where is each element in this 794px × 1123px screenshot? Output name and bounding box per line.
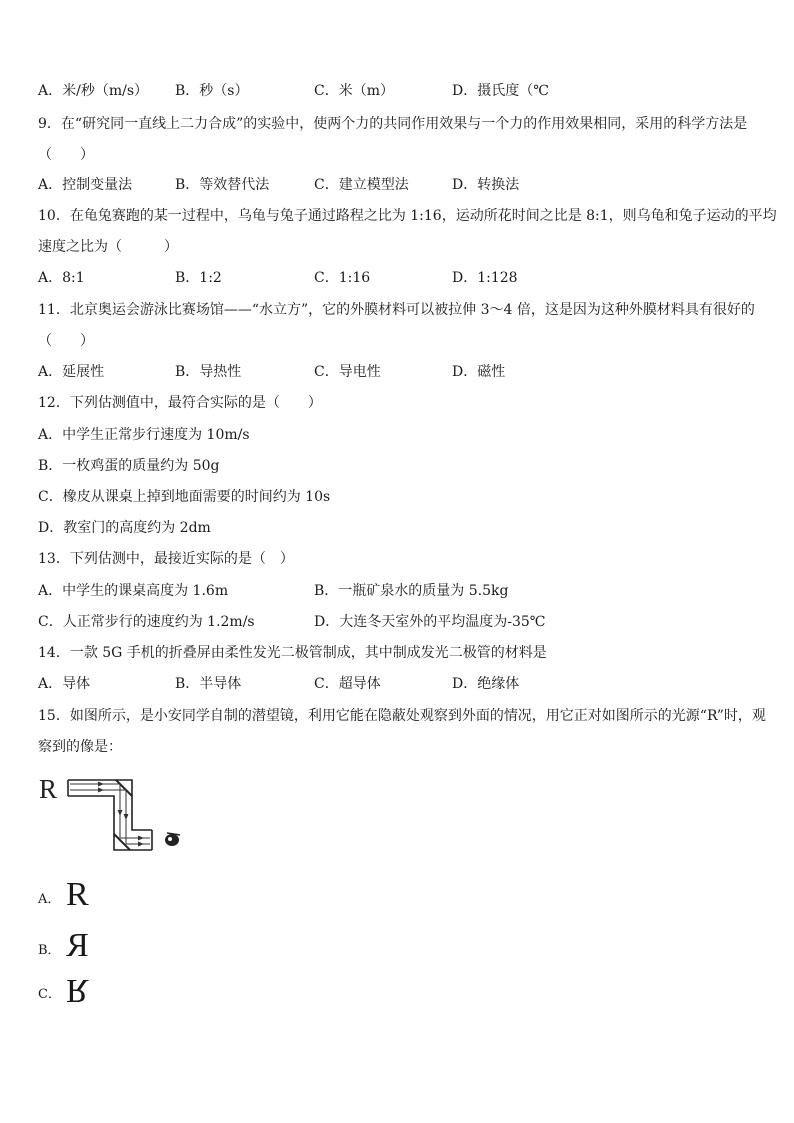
- q11-option-d: D．磁性: [452, 364, 506, 380]
- periscope-diagram: [38, 770, 188, 859]
- q9-option-a: A．控制变量法: [38, 177, 133, 193]
- q14-option-a: A．导体: [38, 676, 91, 692]
- q11-option-b: B．导热性: [175, 364, 242, 380]
- q15-stem: 15．如图所示，是小安同学自制的潜望镜，利用它能在隐蔽处观察到外面的情况，用它正对如图所示的光源“R”时，观: [38, 708, 766, 724]
- q15-answer-c-label: C．: [38, 987, 61, 1002]
- q14-stem: 14．一款 5G 手机的折叠屏由柔性发光二极管制成，其中制成发光二极管的材料是: [38, 645, 547, 661]
- q9-option-b: B．等效替代法: [175, 177, 270, 193]
- q12-option-b: B．一枚鸡蛋的质量约为 50g: [38, 458, 220, 474]
- q9-option-c: C．建立模型法: [314, 177, 409, 193]
- eye-icon: [165, 833, 180, 846]
- q9-stem: 9．在“研究同一直线上二力合成”的实验中，使两个力的共同作用效果与一个力的作用效果相同，采用的科学方法是: [38, 116, 748, 132]
- q12-option-a: A．中学生正常步行速度为 10m/s: [38, 427, 250, 443]
- q8-option-b: B．秒（s）: [175, 83, 249, 99]
- q15-stem-cont: 察到的像是：: [38, 739, 122, 755]
- q13-option-d: D．大连冬天室外的平均温度为-35℃: [314, 614, 546, 630]
- q11-option-a: A．延展性: [38, 364, 105, 380]
- q12-option-c: C．橡皮从课桌上掉到地面需要的时间约为 10s: [38, 489, 331, 505]
- light-rays: [70, 784, 150, 844]
- q9-option-d: D．转换法: [452, 177, 520, 193]
- q10-stem: 10．在龟兔赛跑的某一过程中，乌龟与兔子通过路程之比为 1:16，运动所花时间之比是 8:1，则乌龟和兔子运动的平均: [38, 208, 777, 224]
- ray-arrows: [98, 782, 144, 847]
- q11-option-c: C．导电性: [314, 364, 381, 380]
- periscope-figure: [38, 770, 188, 855]
- glyph-r-inverted: R: [66, 972, 89, 1009]
- q12-stem: 12．下列估测值中，最符合实际的是（ ）: [38, 395, 322, 411]
- q13-option-c: C．人正常步行的速度约为 1.2m/s: [38, 614, 255, 630]
- q8-option-c: C．米（m）: [314, 83, 394, 99]
- q9-stem-cont: （ ）: [38, 147, 94, 163]
- q14-option-b: B．半导体: [175, 676, 242, 692]
- q10-option-c: C．1:16: [314, 270, 371, 286]
- q13-option-b: B．一瓶矿泉水的质量为 5.5kg: [314, 583, 509, 599]
- glyph-r-normal: R: [66, 876, 89, 913]
- q8-option-a: A．米/秒（m/s）: [38, 83, 149, 99]
- glyph-r-mirrored: R: [66, 927, 89, 964]
- q15-answer-b-label: B．: [38, 943, 61, 958]
- q8-option-d: D．摄氏度（℃: [452, 83, 549, 99]
- q12-option-d: D．教室门的高度约为 2dm: [38, 520, 211, 536]
- q11-stem-cont: （ ）: [38, 333, 94, 349]
- q11-stem: 11．北京奥运会游泳比赛场馆——“水立方”，它的外膜材料可以被拉伸 3～4 倍，这是因为这种外膜材料具有很好的: [38, 302, 755, 318]
- q13-stem: 13．下列估测中，最接近实际的是（ ）: [38, 551, 294, 567]
- q15-answer-a-label: A．: [38, 892, 61, 907]
- q10-stem-cont: 速度之比为（ ）: [38, 239, 178, 255]
- q10-option-b: B．1:2: [175, 270, 222, 286]
- light-source-letter: R: [39, 774, 58, 804]
- q14-option-c: C．超导体: [314, 676, 381, 692]
- q10-option-d: D．1:128: [452, 270, 518, 286]
- q14-option-d: D．绝缘体: [452, 676, 520, 692]
- q13-option-a: A．中学生的课桌高度为 1.6m: [38, 583, 229, 599]
- q10-option-a: A．8:1: [38, 270, 85, 286]
